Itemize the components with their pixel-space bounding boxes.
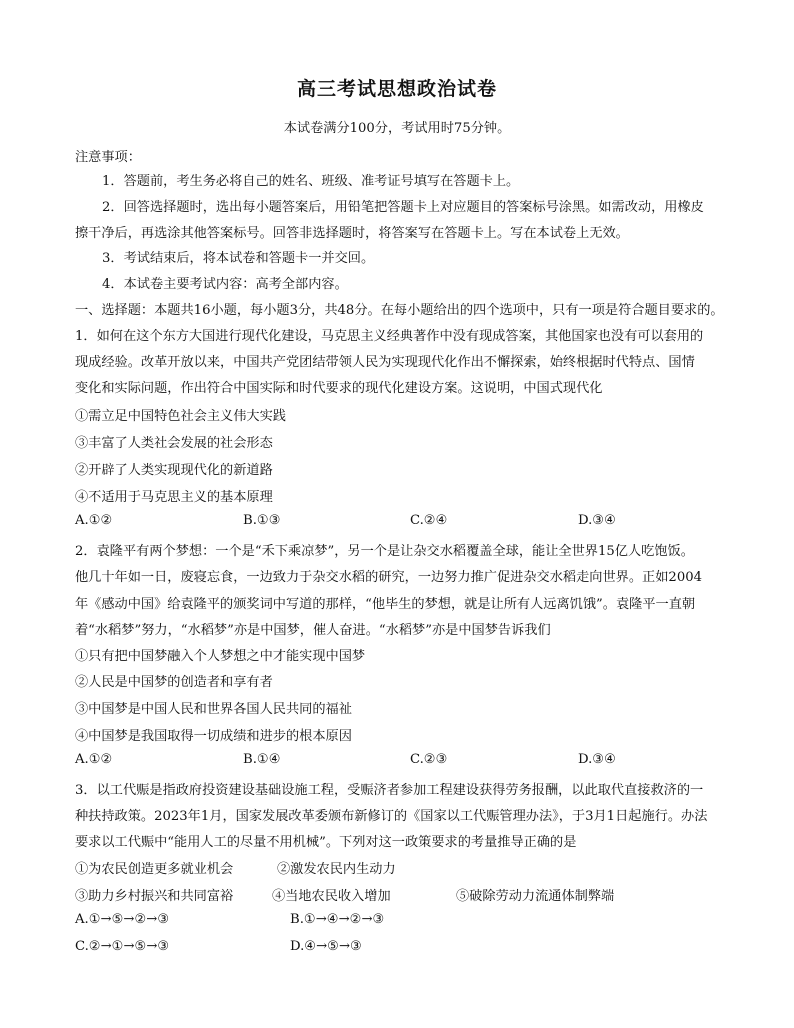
q1-option-a: A.①②: [75, 513, 113, 528]
q1-line-1: 1．如何在这个东方大国进行现代化建设，马克思主义经典著作中没有现成答案，其他国家也没有可以套用的: [75, 329, 704, 344]
q3-statement-5: ⑤破除劳动力流通体制弊端: [456, 889, 615, 904]
q2-statement-4: ④中国梦是我国取得一切成绩和进步的根本原因: [75, 729, 352, 744]
page-title: 高三考试思想政治试卷: [296, 78, 497, 100]
q3-line-2: 种扶持政策。2023年1月，国家发展改革委颁布新修订的《国家以工代赈管理办法》，于3月1日起施行。办法: [75, 809, 708, 824]
q2-line-2: 他几十年如一日，废寝忘食，一边致力于杂交水稻的研究，一边努力推广促进杂交水稻走向世界。正如2004: [75, 570, 702, 585]
section-heading: 一、选择题：本题共16小题，每小题3分，共48分。在每小题给出的四个选项中，只有一项是符合题目要求的。: [75, 303, 724, 318]
q1-option-d: D.③④: [578, 513, 616, 528]
q1-line-3: 变化和实际问题，作出符合中国实际和时代要求的现代化建设方案。这说明，中国式现代化: [75, 381, 603, 396]
q2-option-d: D.③④: [578, 752, 616, 767]
notice-item-4: 4．本试卷主要考试内容：高考全部内容。: [102, 277, 348, 292]
q2-line-1: 2．袁隆平有两个梦想：一个是“禾下乘凉梦”，另一个是让杂交水稻覆盖全球，能让全世界15亿人吃饱饭。: [75, 544, 694, 559]
q3-statement-3: ③助力乡村振兴和共同富裕: [75, 889, 234, 904]
q3-statement-4: ④当地农民收入增加: [272, 889, 391, 904]
q3-option-d: D.④→⑤→③: [290, 939, 362, 954]
q2-line-3: 年《感动中国》给袁隆平的颁奖词中写道的那样，“他毕生的梦想，就是让所有人远离饥饿”。袁隆平一直朝: [75, 597, 696, 612]
q3-statement-1: ①为农民创造更多就业机会: [75, 862, 234, 877]
q1-line-2: 现成经验。改革开放以来，中国共产党团结带领人民为实现现代化作出不懈探索，始终根据时代特点、国情: [75, 355, 695, 370]
notice-item-3: 3．考试结束后，将本试卷和答题卡一并交回。: [102, 251, 375, 266]
q2-line-4: 着“水稻梦”努力，“水稻梦”亦是中国梦，催人奋进。“水稻梦”亦是中国梦告诉我们: [75, 623, 551, 638]
q3-option-a: A.①→⑤→②→③: [75, 912, 170, 927]
q2-statement-1: ①只有把中国梦融入个人梦想之中才能实现中国梦: [75, 649, 366, 664]
q1-statement-3: ②开辟了人类实现现代化的新道路: [75, 463, 273, 478]
q2-option-b: B.①④: [243, 752, 281, 767]
q3-option-b: B.①→④→②→③: [290, 912, 385, 927]
q2-option-c: C.②③: [410, 752, 448, 767]
q1-option-b: B.①③: [243, 513, 281, 528]
q2-option-a: A.①②: [75, 752, 113, 767]
q3-option-c: C.②→①→⑤→③: [75, 939, 170, 954]
q1-statement-2: ③丰富了人类社会发展的社会形态: [75, 436, 273, 451]
notice-item-2-cont: 擦干净后，再选涂其他答案标号。回答非选择题时，将答案写在答题卡上。写在本试卷上无效。: [75, 226, 629, 241]
q2-statement-3: ③中国梦是中国人民和世界各国人民共同的福祉: [75, 702, 352, 717]
notice-item-2: 2．回答选择题时，选出每小题答案后，用铅笔把答题卡上对应题目的答案标号涂黑。如需改动，用橡皮: [102, 200, 704, 215]
q3-line-1: 3．以工代赈是指政府投资建设基础设施工程，受赈济者参加工程建设获得劳务报酬，以此取代直接救济的一: [75, 783, 704, 798]
q3-statement-2: ②激发农民内生动力: [277, 862, 396, 877]
notice-heading: 注意事项：: [75, 150, 141, 165]
q1-option-c: C.②④: [410, 513, 448, 528]
q3-line-3: 要求以工代赈中“能用人工的尽量不用机械”。下列对这一政策要求的考量推导正确的是: [75, 835, 577, 850]
q2-statement-2: ②人民是中国梦的创造者和享有者: [75, 675, 273, 690]
q1-statement-4: ④不适用于马克思主义的基本原理: [75, 490, 273, 505]
page-subtitle: 本试卷满分100分，考试用时75分钟。: [283, 121, 511, 136]
q1-statement-1: ①需立足中国特色社会主义伟大实践: [75, 409, 286, 424]
notice-item-1: 1．答题前，考生务必将自己的姓名、班级、准考证号填写在答题卡上。: [102, 174, 520, 189]
